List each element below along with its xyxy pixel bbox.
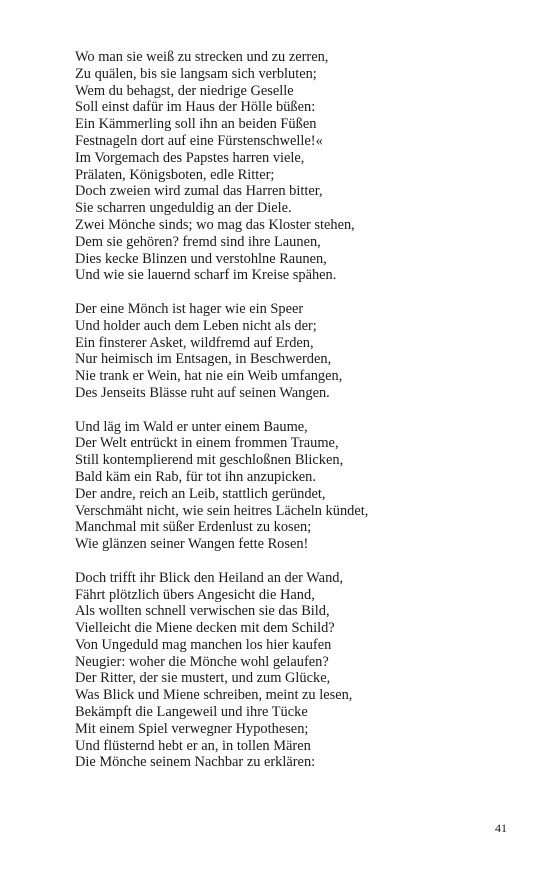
- poem-line: Vielleicht die Miene decken mit dem Schild?: [75, 620, 335, 637]
- poem-line: Zwei Mönche sinds; wo mag das Kloster stehen,: [75, 216, 355, 233]
- stanza: [75, 570, 515, 772]
- poem-line: Die Mönche seinem Nachbar zu erklären:: [75, 754, 316, 771]
- poem-line: Ein Kämmerling soll ihn an beiden Füßen: [75, 116, 317, 133]
- poem-line: Manchmal mit süßer Erdenlust zu kosen;: [75, 519, 312, 536]
- poem-line: Still kontemplierend mit geschloßnen Blicken,: [75, 452, 344, 469]
- stanza: [75, 49, 515, 284]
- poem-line: Der Ritter, der sie mustert, und zum Glücke,: [75, 670, 331, 687]
- poem-line: Nie trank er Wein, hat nie ein Weib umfangen,: [75, 368, 343, 385]
- poem-line: Was Blick und Miene schreiben, meint zu lesen,: [75, 687, 353, 704]
- poem-line: Des Jenseits Blässe ruht auf seinen Wangen.: [75, 384, 330, 401]
- poem-line: Nur heimisch im Entsagen, in Beschwerden,: [75, 351, 332, 368]
- poem-line: Zu quälen, bis sie langsam sich verbluten;: [75, 65, 317, 82]
- poem-line: Und holder auch dem Leben nicht als der;: [75, 317, 317, 334]
- poem-line: Bekämpft die Langeweil und ihre Tücke: [75, 704, 308, 721]
- page-number: 41: [495, 821, 507, 835]
- poem-line: Verschmäht nicht, wie sein heitres Lächeln kündet,: [75, 502, 369, 519]
- poem-line: Doch trifft ihr Blick den Heiland an der Wand,: [75, 569, 344, 586]
- stanza: [75, 301, 515, 402]
- poem-line: Neugier: woher die Mönche wohl gelaufen?: [75, 653, 329, 670]
- poem-line: Soll einst dafür im Haus der Hölle büßen:: [75, 99, 316, 116]
- poem-line: Im Vorgemach des Papstes harren viele,: [75, 149, 305, 166]
- poem-line: Und wie sie lauernd scharf im Kreise spähen.: [75, 267, 337, 284]
- poem-line: Fährt plötzlich übers Angesicht die Hand,: [75, 586, 315, 603]
- poem-line: Und läg im Wald er unter einem Baume,: [75, 418, 308, 435]
- poem-line: Dem sie gehören? fremd sind ihre Launen,: [75, 233, 321, 250]
- poem-line: Wie glänzen seiner Wangen fette Rosen!: [75, 536, 309, 553]
- poem-line: Ein finsterer Asket, wildfremd auf Erden,: [75, 334, 314, 351]
- poem-line: Mit einem Spiel verwegner Hypothesen;: [75, 720, 309, 737]
- poem-line: Der eine Mönch ist hager wie ein Speer: [75, 300, 304, 317]
- stanza: [75, 419, 515, 553]
- poem-line: Festnageln dort auf eine Fürstenschwelle!«: [75, 132, 323, 149]
- poem-line: Doch zweien wird zumal das Harren bitter,: [75, 183, 323, 200]
- poem-line: Als wollten schnell verwischen sie das Bild,: [75, 603, 330, 620]
- poem-line: Bald käm ein Rab, für tot ihn anzupicken.: [75, 468, 316, 485]
- poem-line: Der andre, reich an Leib, stattlich geründet,: [75, 485, 326, 502]
- poem-line: Der Welt entrückt in einem frommen Traume,: [75, 435, 339, 452]
- poem-line: Wo man sie weiß zu strecken und zu zerren,: [75, 49, 329, 65]
- poem-line: Und flüsternd hebt er an, in tollen Mären: [75, 737, 311, 754]
- poem-text: [75, 49, 515, 788]
- poem-line: Prälaten, Königsboten, edle Ritter;: [75, 166, 275, 183]
- poem-line: Dies kecke Blinzen und verstohlne Raunen,: [75, 250, 327, 267]
- poem-line: Sie scharren ungeduldig an der Diele.: [75, 200, 292, 217]
- poem-line: Wem du behagst, der niedrige Geselle: [75, 82, 294, 99]
- poem-line: Von Ungeduld mag manchen los hier kaufen: [75, 636, 332, 653]
